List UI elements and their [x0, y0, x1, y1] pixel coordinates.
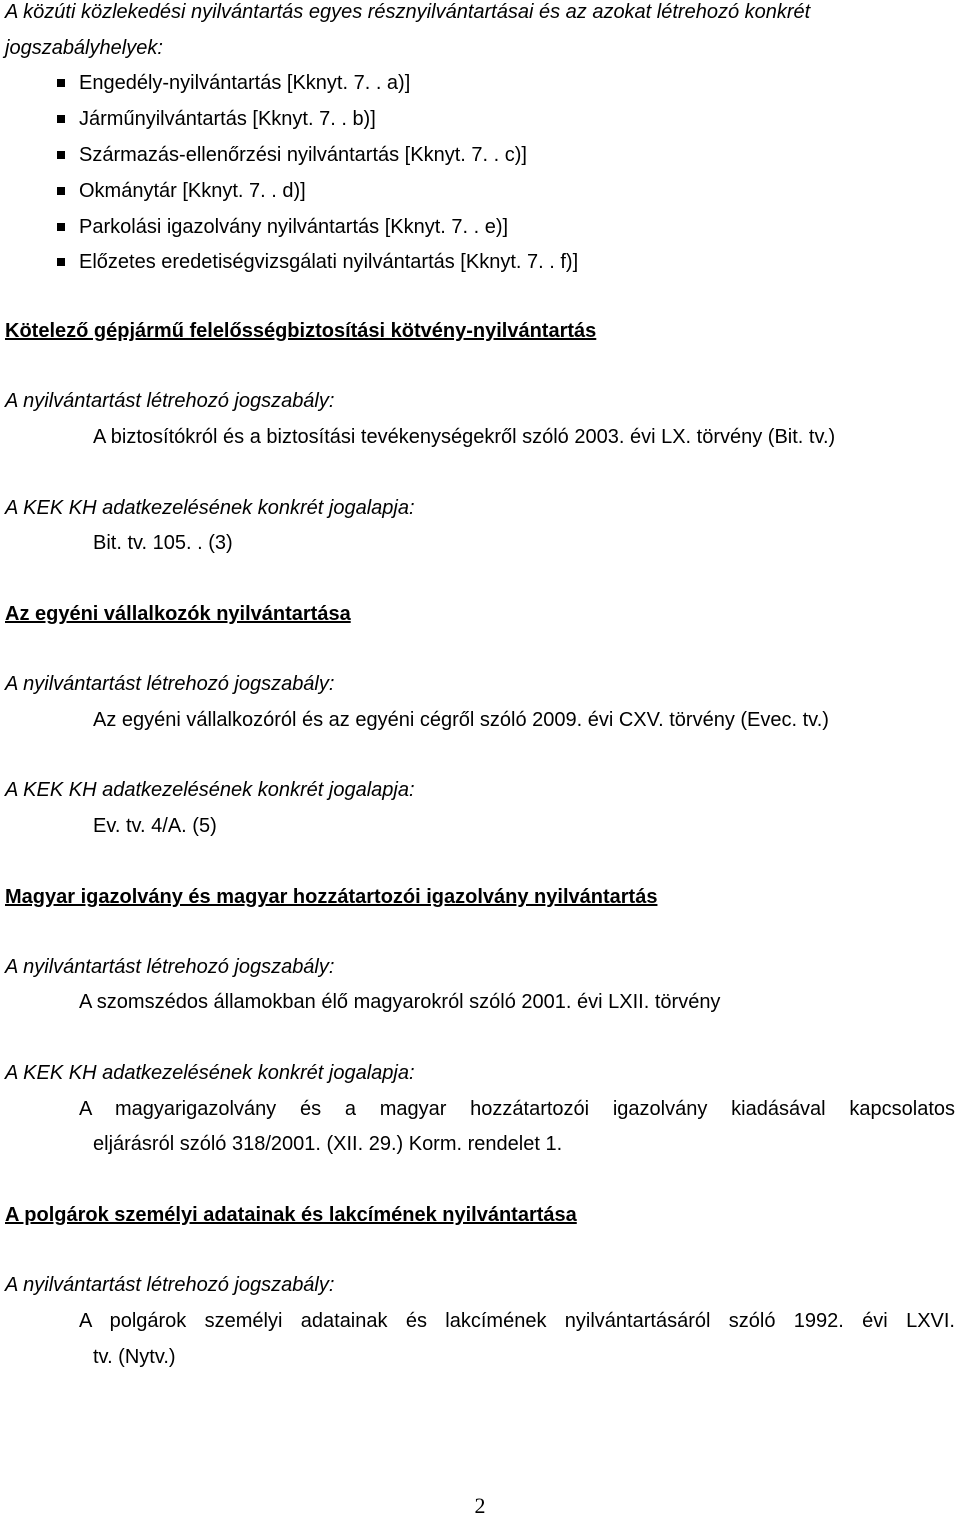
- section-heading: Az egyéni vállalkozók nyilvántartása: [5, 603, 351, 625]
- law-text-continued: tv. (Nytv.): [93, 1346, 176, 1368]
- basis-text: Bit. tv. 105. . (3): [93, 532, 233, 554]
- basis-label: A KEK KH adatkezelésének konkrét jogalapja:: [5, 497, 415, 519]
- square-bullet-icon: [57, 258, 65, 266]
- list-item: Előzetes eredetiségvizsgálati nyilvántartás [Kknyt. 7. . f)]: [79, 249, 578, 275]
- basis-text: A magyarigazolvány és a magyar hozzátartozói igazolvány kiadásával kapcsolatos: [79, 1098, 955, 1120]
- square-bullet-icon: [57, 79, 65, 87]
- square-bullet-icon: [57, 151, 65, 159]
- square-bullet-icon: [57, 115, 65, 123]
- list-item: Származás-ellenőrzési nyilvántartás [Kknyt. 7. . c)]: [79, 142, 527, 168]
- law-text: A polgárok személyi adatainak és lakcímének nyilvántartásáról szóló 1992. évi LXVI.: [79, 1310, 955, 1332]
- basis-text: Ev. tv. 4/A. (5): [93, 815, 217, 837]
- intro-line-1: A közúti közlekedési nyilvántartás egyes résznyilvántartásai és az azokat létrehozó konkrét: [5, 1, 811, 23]
- square-bullet-icon: [57, 187, 65, 195]
- section-heading: A polgárok személyi adatainak és lakcímének nyilvántartása: [5, 1204, 577, 1226]
- page-number: 2: [474, 1493, 486, 1518]
- law-text: A szomszédos államokban élő magyarokról szóló 2001. évi LXII. törvény: [79, 991, 721, 1013]
- square-bullet-icon: [57, 223, 65, 231]
- list-item: Engedély-nyilvántartás [Kknyt. 7. . a)]: [79, 70, 410, 96]
- list-item: Parkolási igazolvány nyilvántartás [Kknyt. 7. . e)]: [79, 214, 508, 240]
- law-label: A nyilvántartást létrehozó jogszabály:: [5, 390, 335, 412]
- list-item: Járműnyilvántartás [Kknyt. 7. . b)]: [79, 106, 376, 132]
- section-heading: Magyar igazolvány és magyar hozzátartozói igazolvány nyilvántartás: [5, 886, 658, 908]
- section-heading: Kötelező gépjármű felelősségbiztosítási kötvény-nyilvántartás: [5, 320, 597, 342]
- basis-label: A KEK KH adatkezelésének konkrét jogalapja:: [5, 1062, 415, 1084]
- intro-line-2: jogszabályhelyek:: [5, 37, 163, 59]
- basis-text-continued: eljárásról szóló 318/2001. (XII. 29.) Korm. rendelet 1.: [93, 1133, 563, 1155]
- law-label: A nyilvántartást létrehozó jogszabály:: [5, 1274, 335, 1296]
- list-item: Okmánytár [Kknyt. 7. . d)]: [79, 178, 306, 204]
- law-label: A nyilvántartást létrehozó jogszabály:: [5, 956, 335, 978]
- law-text: A biztosítókról és a biztosítási tevékenységekről szóló 2003. évi LX. törvény (Bit. tv.): [93, 426, 836, 448]
- law-text: Az egyéni vállalkozóról és az egyéni cégről szóló 2009. évi CXV. törvény (Evec. tv.): [93, 709, 829, 731]
- law-label: A nyilvántartást létrehozó jogszabály:: [5, 673, 335, 695]
- basis-label: A KEK KH adatkezelésének konkrét jogalapja:: [5, 779, 415, 801]
